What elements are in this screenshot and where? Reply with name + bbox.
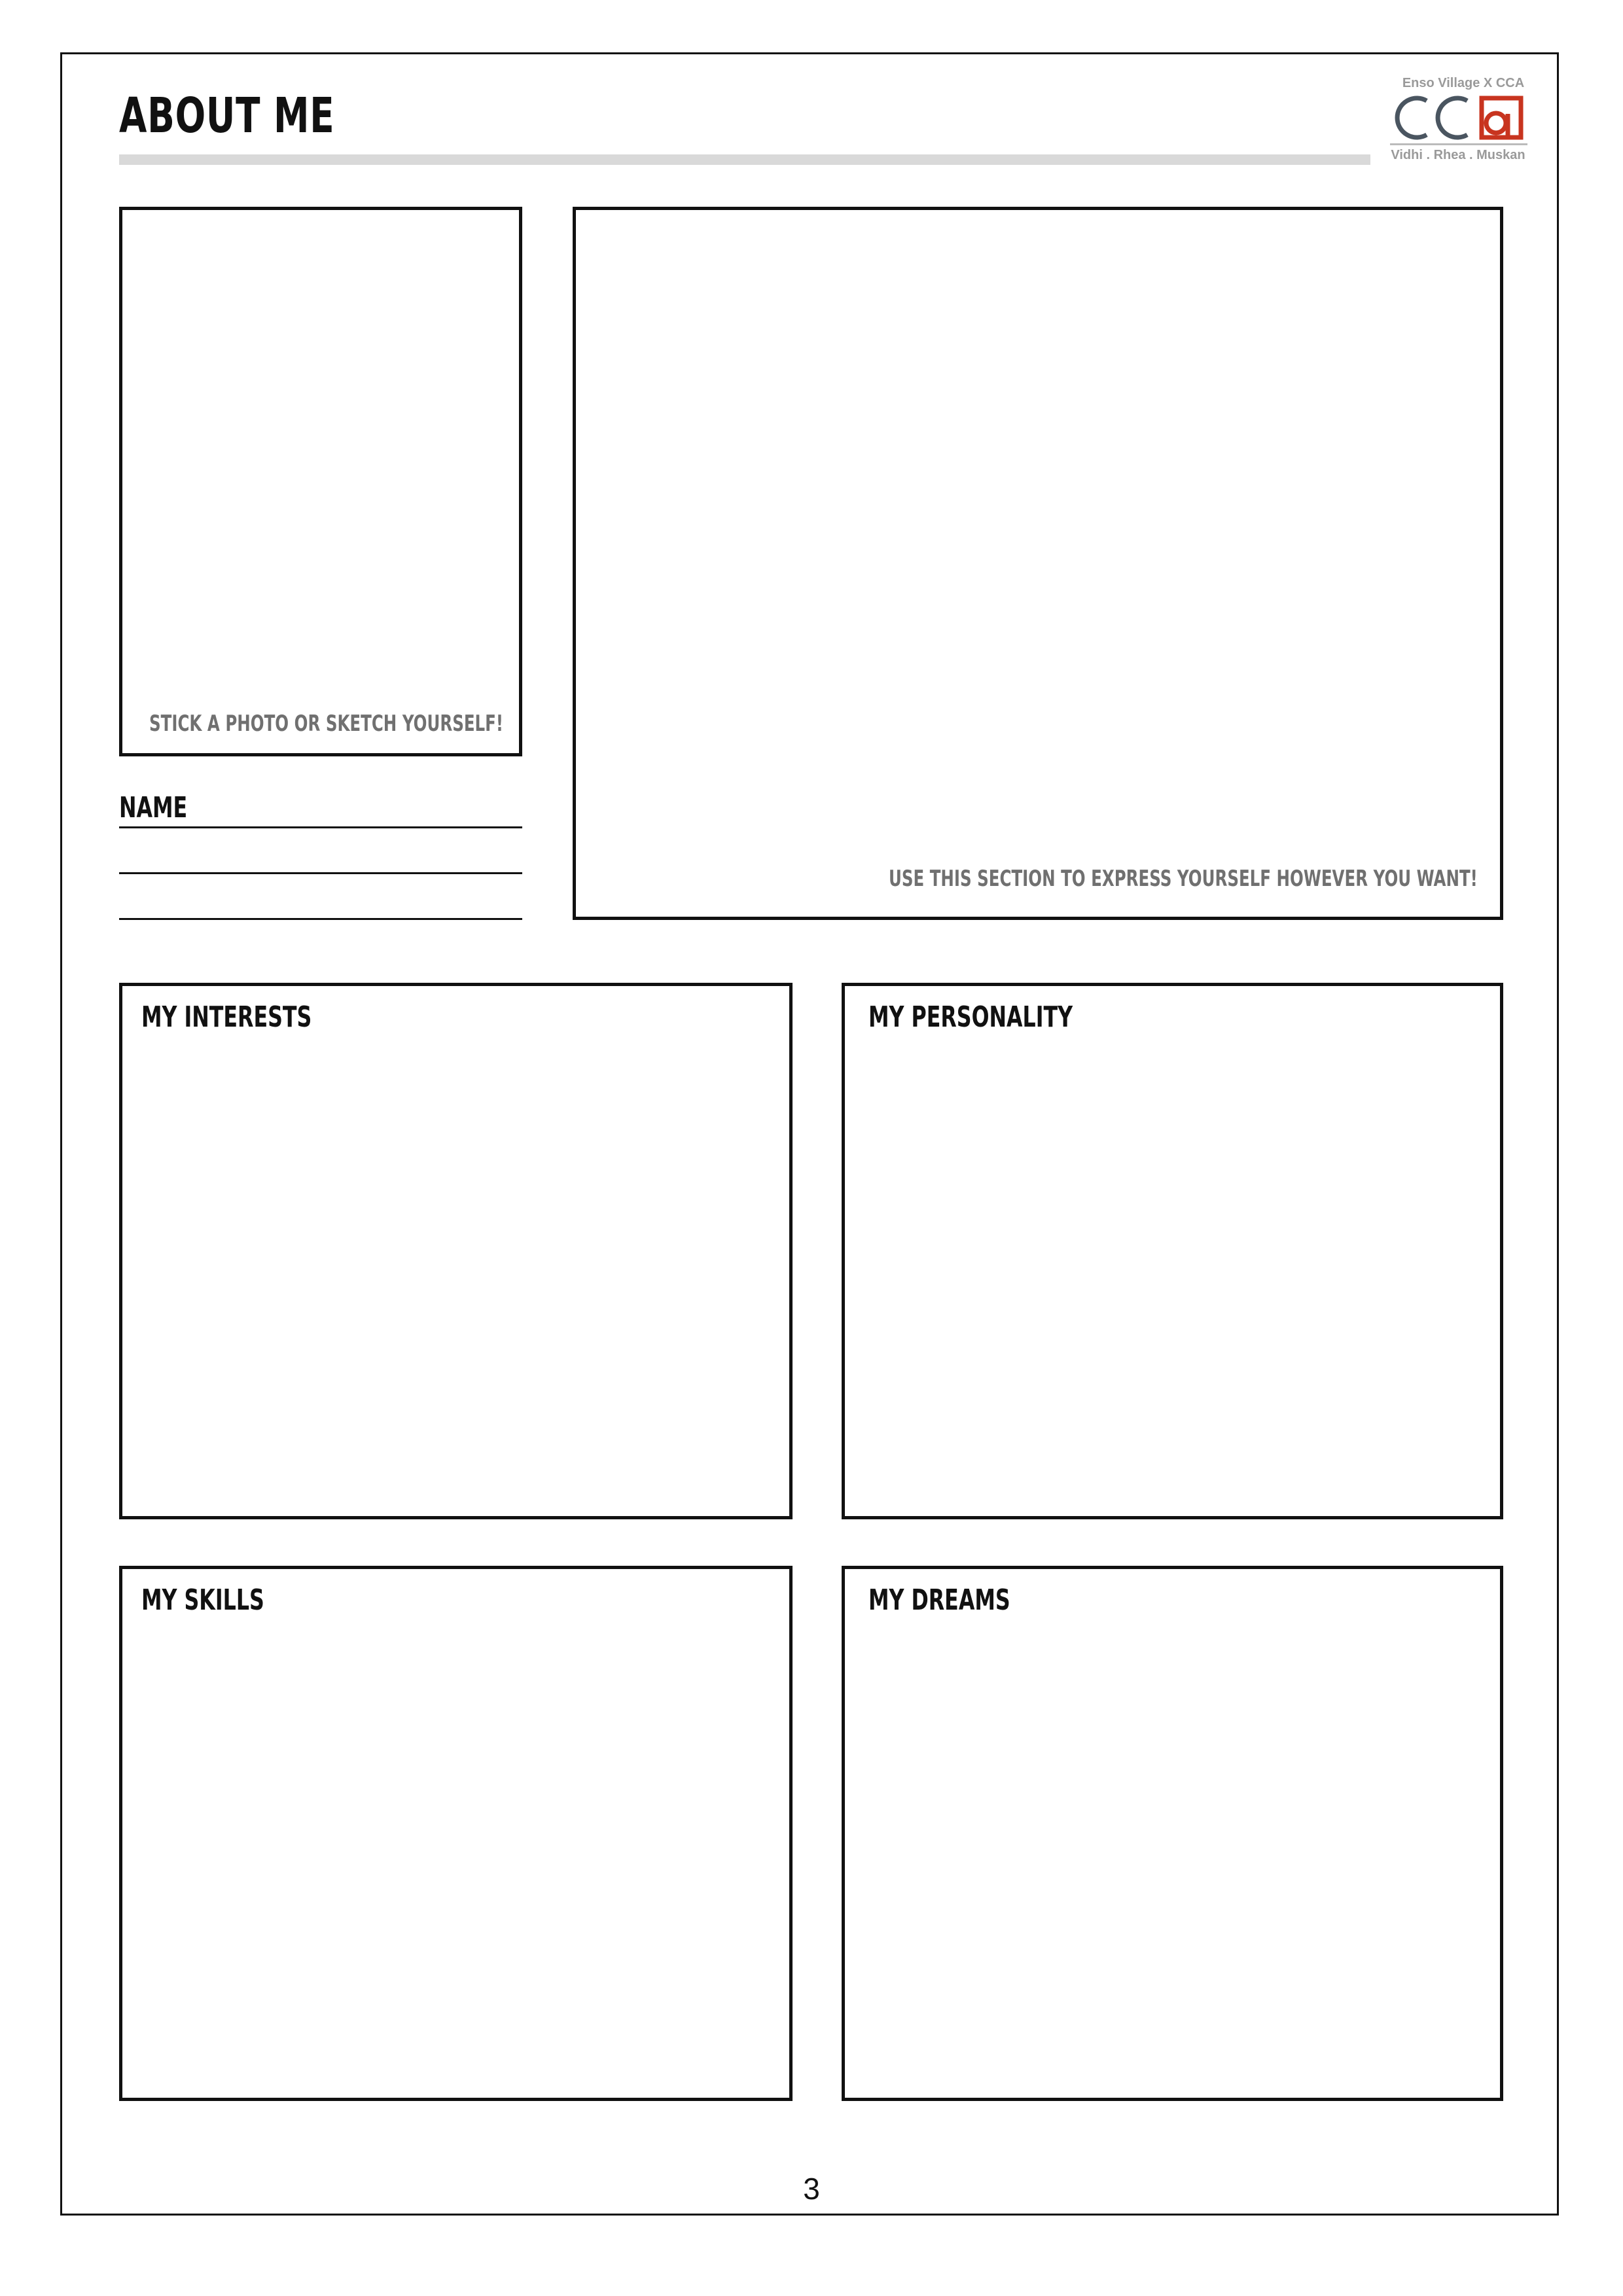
photo-box[interactable] — [119, 207, 522, 756]
cca-logo — [1386, 76, 1530, 169]
personality-label: MY PERSONALITY — [868, 1000, 1073, 1034]
page-number: 3 — [803, 2172, 820, 2206]
title-underline — [119, 154, 1370, 165]
dreams-label: MY DREAMS — [868, 1583, 1010, 1617]
skills-label: MY SKILLS — [141, 1583, 264, 1617]
name-line-1[interactable] — [119, 826, 522, 828]
cca-logo-icon — [1386, 92, 1530, 144]
photo-box-hint: STICK A PHOTO OR SKETCH YOURSELF! — [149, 711, 504, 737]
interests-box[interactable] — [119, 983, 793, 1519]
skills-box[interactable] — [119, 1566, 793, 2101]
name-line-2[interactable] — [119, 872, 522, 874]
express-box[interactable] — [573, 207, 1503, 920]
personality-box[interactable] — [842, 983, 1503, 1519]
dreams-box[interactable] — [842, 1566, 1503, 2101]
page-title: ABOUT ME — [119, 88, 335, 144]
interests-label: MY INTERESTS — [141, 1000, 312, 1034]
express-box-hint: USE THIS SECTION TO EXPRESS YOURSELF HOWEVER YOU WANT! — [889, 866, 1478, 892]
name-line-3[interactable] — [119, 918, 522, 920]
logo-divider — [1390, 143, 1527, 145]
logo-bottom-text: Vidhi . Rhea . Muskan — [1391, 148, 1525, 162]
name-label: NAME — [119, 791, 188, 824]
logo-top-text: Enso Village X CCA — [1402, 76, 1525, 90]
